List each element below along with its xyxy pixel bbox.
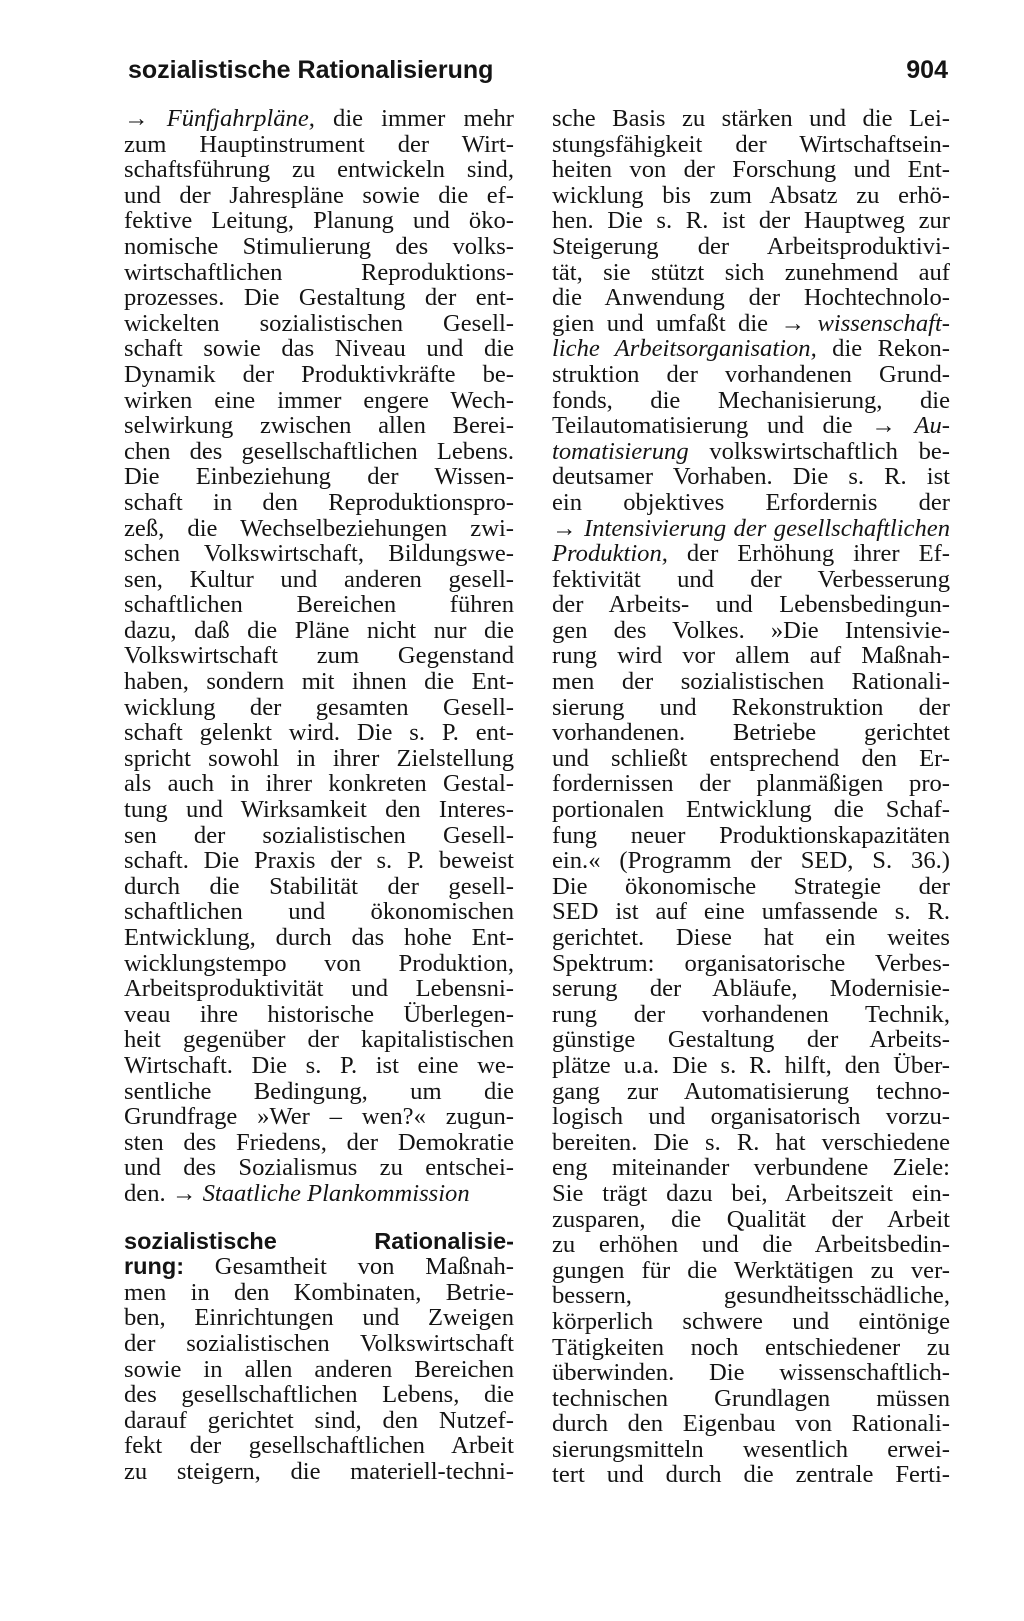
entry-definition-start: Gesamtheit von Maßnah-	[184, 1253, 514, 1281]
arrow-icon: →	[124, 105, 149, 132]
text-line: haben, sondern mit ihnen die Ent-	[124, 668, 514, 696]
text-line: hen. Die s. R. ist der Hauptweg zur	[552, 207, 950, 235]
text-line: rung der vorhandenen Technik,	[552, 1000, 950, 1028]
text-line: men in den Kombinaten, Betrie-	[124, 1278, 514, 1306]
text-line: rung wird vor allem auf Maßnah-	[552, 642, 950, 670]
cross-reference-fuenfjahrplaene[interactable]: Fünfjahrpläne,	[166, 105, 315, 132]
text-line: heit gegenüber der kapitalistischen	[124, 1026, 514, 1054]
text-line: logisch und organisatorisch vorzu-	[552, 1103, 950, 1131]
text-line: men der sozialistischen Rationali-	[552, 668, 950, 696]
text-line: schaft. Die Praxis der s. P. beweist	[124, 847, 514, 875]
page-number: 904	[906, 56, 948, 84]
text-line: fonds, die Mechanisierung, die	[552, 386, 950, 414]
text-line: durch den Eigenbau von Rationali-	[552, 1410, 950, 1438]
text-line: prozesses. Die Gestaltung der ent-	[124, 284, 514, 312]
running-head: sozialistische Rationalisierung	[128, 56, 494, 84]
text-line: fekt der gesellschaftlichen Arbeit	[124, 1432, 514, 1460]
text-line: wirtschaftlichen Reproduktions-	[124, 258, 514, 286]
text-line: Spektrum: organisatorische Verbes-	[552, 949, 950, 977]
text-line: wicklung bis zum Absatz zu erhö-	[552, 181, 950, 209]
text-line: und des Sozialismus zu entschei-	[124, 1154, 514, 1182]
text-line: schaftlichen und ökonomischen	[124, 898, 514, 926]
text-line: sierungsmitteln wesentlich erwei-	[552, 1435, 950, 1463]
text-line: Dynamik der Produktivkräfte be-	[124, 360, 514, 388]
text-line: fektivität und der Verbesserung	[552, 565, 950, 593]
text-line: sche Basis zu stärken und die Lei-	[552, 105, 950, 132]
text-line: schen Volkswirtschaft, Bildungswe-	[124, 540, 514, 568]
text-line: spricht sowohl in ihrer Zielstellung	[124, 744, 514, 772]
text-line: → Fünfjahrpläne, die immer mehr	[124, 105, 514, 132]
text-line: wicklungstempo von Produktion,	[124, 949, 514, 977]
text-line: und schließt entsprechend den Er-	[552, 744, 950, 772]
text-line: gungen für die Werktätigen zu ver-	[552, 1256, 950, 1284]
text-line: tert und durch die zentrale Ferti-	[552, 1461, 950, 1489]
cross-reference-wissenschaftliche-arbeitsorganisation[interactable]: wissenschaft-	[817, 309, 950, 337]
arrow-icon: →	[780, 309, 806, 337]
text-line: sowie in allen anderen Bereichen	[124, 1355, 514, 1383]
text-line: Volkswirtschaft zum Gegenstand	[124, 642, 514, 670]
arrow-icon: →	[552, 514, 577, 542]
text-line: struktion der vorhandenen Grund-	[552, 360, 950, 388]
text-line: sen der sozialistischen Gesell-	[124, 821, 514, 849]
text-line: gerichtet. Diese hat ein weites	[552, 924, 950, 951]
text-line: darauf gerichtet sind, den Nutzef-	[124, 1406, 514, 1434]
text-line: günstige Gestaltung der Arbeits-	[552, 1026, 950, 1054]
text-line: ein.« (Programm der SED, S. 36.)	[552, 847, 950, 875]
text-line: gang zur Automatisierung techno-	[552, 1077, 950, 1105]
arrow-icon: →	[171, 1179, 197, 1207]
text-line: bessern, gesundheitsschädliche,	[552, 1282, 950, 1310]
text-line: fordernissen der planmäßigen pro-	[552, 770, 950, 798]
text-line: dazu, daß die Pläne nicht nur die	[124, 616, 514, 644]
text-line: durch die Stabilität der gesell-	[124, 872, 514, 900]
text-line: zeß, die Wechselbeziehungen zwi-	[124, 514, 514, 542]
text-line: der sozialistischen Volkswirtschaft	[124, 1329, 514, 1357]
text-line: zu steigern, die materiell-techni-	[124, 1457, 514, 1485]
text-line: fektive Leitung, Planung und öko-	[124, 207, 514, 235]
cross-reference-staatliche-plankommission[interactable]: Staatliche Plankommission	[202, 1179, 470, 1207]
cross-reference-intensivierung-cont[interactable]: Produktion,	[552, 540, 668, 568]
text-line: ben, Einrichtungen und Zweigen	[124, 1304, 514, 1332]
text-line: sten des Friedens, der Demokratie	[124, 1128, 514, 1156]
text-line: technischen Grundlagen müssen	[552, 1384, 950, 1412]
text-line: der Arbeits- und Lebensbedingun-	[552, 591, 950, 619]
text-line: tomatisierung volkswirtschaftlich be-	[552, 437, 950, 465]
text-line: Steigerung der Arbeitsproduktivi-	[552, 232, 950, 260]
text-line: deutsamer Vorhaben. Die s. R. ist	[552, 463, 950, 491]
text-line: als auch in ihrer konkreten Gestal-	[124, 770, 514, 798]
text-line	[124, 1254, 514, 1280]
cross-reference-intensivierung[interactable]: Intensivierung der gesellschaftlichen	[584, 514, 950, 542]
text-line: Tätigkeiten noch entschiedener zu	[552, 1333, 950, 1361]
text-line: und der Jahrespläne sowie die ef-	[124, 181, 514, 209]
left-column	[124, 106, 514, 1484]
text-line: schaftlichen Bereichen führen	[124, 591, 514, 619]
text-line: wirken eine immer engere Wech-	[124, 386, 514, 414]
entry-headword-end: rung:	[124, 1253, 185, 1280]
text-line: sierung und Rekonstruktion der	[552, 693, 950, 721]
text-line: tung und Wirksamkeit den Interes-	[124, 796, 514, 824]
text-line: vorhandenen. Betriebe gerichtet	[552, 719, 950, 747]
text-line: Die Einbeziehung der Wissen-	[124, 463, 514, 491]
text-line: veau ihre historische Überlegen-	[124, 1000, 514, 1028]
text-line: zusparen, die Qualität der Arbeit	[552, 1205, 950, 1233]
text-line: Grundfrage »Wer – wen?« zugun-	[124, 1103, 514, 1131]
text-line: Produktion, der Erhöhung ihrer Ef-	[552, 540, 950, 568]
cross-reference-automatisierung-cont[interactable]: tomatisierung	[552, 437, 689, 465]
text-line: nomische Stimulierung des volks-	[124, 232, 514, 260]
text-line: plätze u.a. Die s. R. hilft, den Über-	[552, 1051, 950, 1079]
text-line: Entwicklung, durch das hohe Ent-	[124, 924, 514, 951]
text-line: wickelten sozialistischen Gesell-	[124, 309, 514, 337]
text-line: chen des gesellschaftlichen Lebens.	[124, 437, 514, 465]
right-column	[552, 106, 950, 1488]
text-line: bereiten. Die s. R. hat verschiedene	[552, 1128, 950, 1156]
text-line: gen des Volkes. »Die Intensivie-	[552, 616, 950, 644]
text-line: liche Arbeitsorganisation, die Rekon-	[552, 335, 950, 363]
text-line: zu erhöhen und die Arbeitsbedin-	[552, 1231, 950, 1259]
entry-separator	[124, 1207, 514, 1229]
text-line	[552, 516, 950, 542]
text-line: schaft gelenkt wird. Die s. P. ent-	[124, 719, 514, 747]
text-line: selwirkung zwischen allen Berei-	[124, 412, 514, 440]
entry-headword-line	[124, 1229, 514, 1255]
text-line: Teilautomatisierung und die → Au-	[552, 412, 950, 440]
text-line: SED ist auf eine umfassende s. R.	[552, 898, 950, 926]
text-line: zum Hauptinstrument der Wirt-	[124, 130, 514, 158]
text-line: schaftsführung zu entwickeln sind,	[124, 156, 514, 184]
text-line: wicklung der gesamten Gesell-	[124, 693, 514, 721]
text-line: Die ökonomische Strategie der	[552, 872, 950, 900]
text-line: serung der Abläufe, Modernisie-	[552, 975, 950, 1003]
text-line: Arbeitsproduktivität und Lebensni-	[124, 975, 514, 1003]
text-line: heiten von der Forschung und Ent-	[552, 156, 950, 184]
cross-reference-automatisierung[interactable]: Au-	[914, 412, 950, 440]
text-line: des gesellschaftlichen Lebens, die	[124, 1381, 514, 1409]
text-line: gien und umfaßt die → wissenschaft-	[552, 309, 950, 337]
text-line: eng miteinander verbundene Ziele:	[552, 1154, 950, 1182]
text-line: den. → Staatliche Plankommission	[124, 1179, 470, 1207]
text-line: körperlich schwere und eintönige	[552, 1307, 950, 1335]
arrow-icon: →	[871, 412, 896, 440]
text-line: überwinden. Die wissenschaftlich-	[552, 1359, 950, 1387]
cross-reference-wissenschaftliche-arbeitsorganisation-cont[interactable]: liche Arbeitsorganisation,	[552, 335, 817, 363]
text-line: Wirtschaft. Die s. P. ist eine we-	[124, 1051, 514, 1079]
text-line: stungsfähigkeit der Wirtschaftsein-	[552, 130, 950, 158]
text-line: schaft in den Reproduktionspro-	[124, 488, 514, 516]
text-line: die Anwendung der Hochtechnolo-	[552, 284, 950, 312]
text-line: fung neuer Produktionskapazitäten	[552, 821, 950, 849]
text-line: portionalen Entwicklung die Schaf-	[552, 796, 950, 824]
text-line: sen, Kultur und anderen gesell-	[124, 565, 514, 593]
text-line: tät, sie stützt sich zunehmend auf	[552, 258, 950, 286]
text-line: Sie trägt dazu bei, Arbeitszeit ein-	[552, 1179, 950, 1207]
text-line: schaft sowie das Niveau und die	[124, 335, 514, 363]
entry-headword: sozialistische Rationalisie-	[124, 1227, 514, 1254]
text-line: sentliche Bedingung, um die	[124, 1077, 514, 1105]
text-line: ein objektives Erfordernis der	[552, 488, 950, 516]
